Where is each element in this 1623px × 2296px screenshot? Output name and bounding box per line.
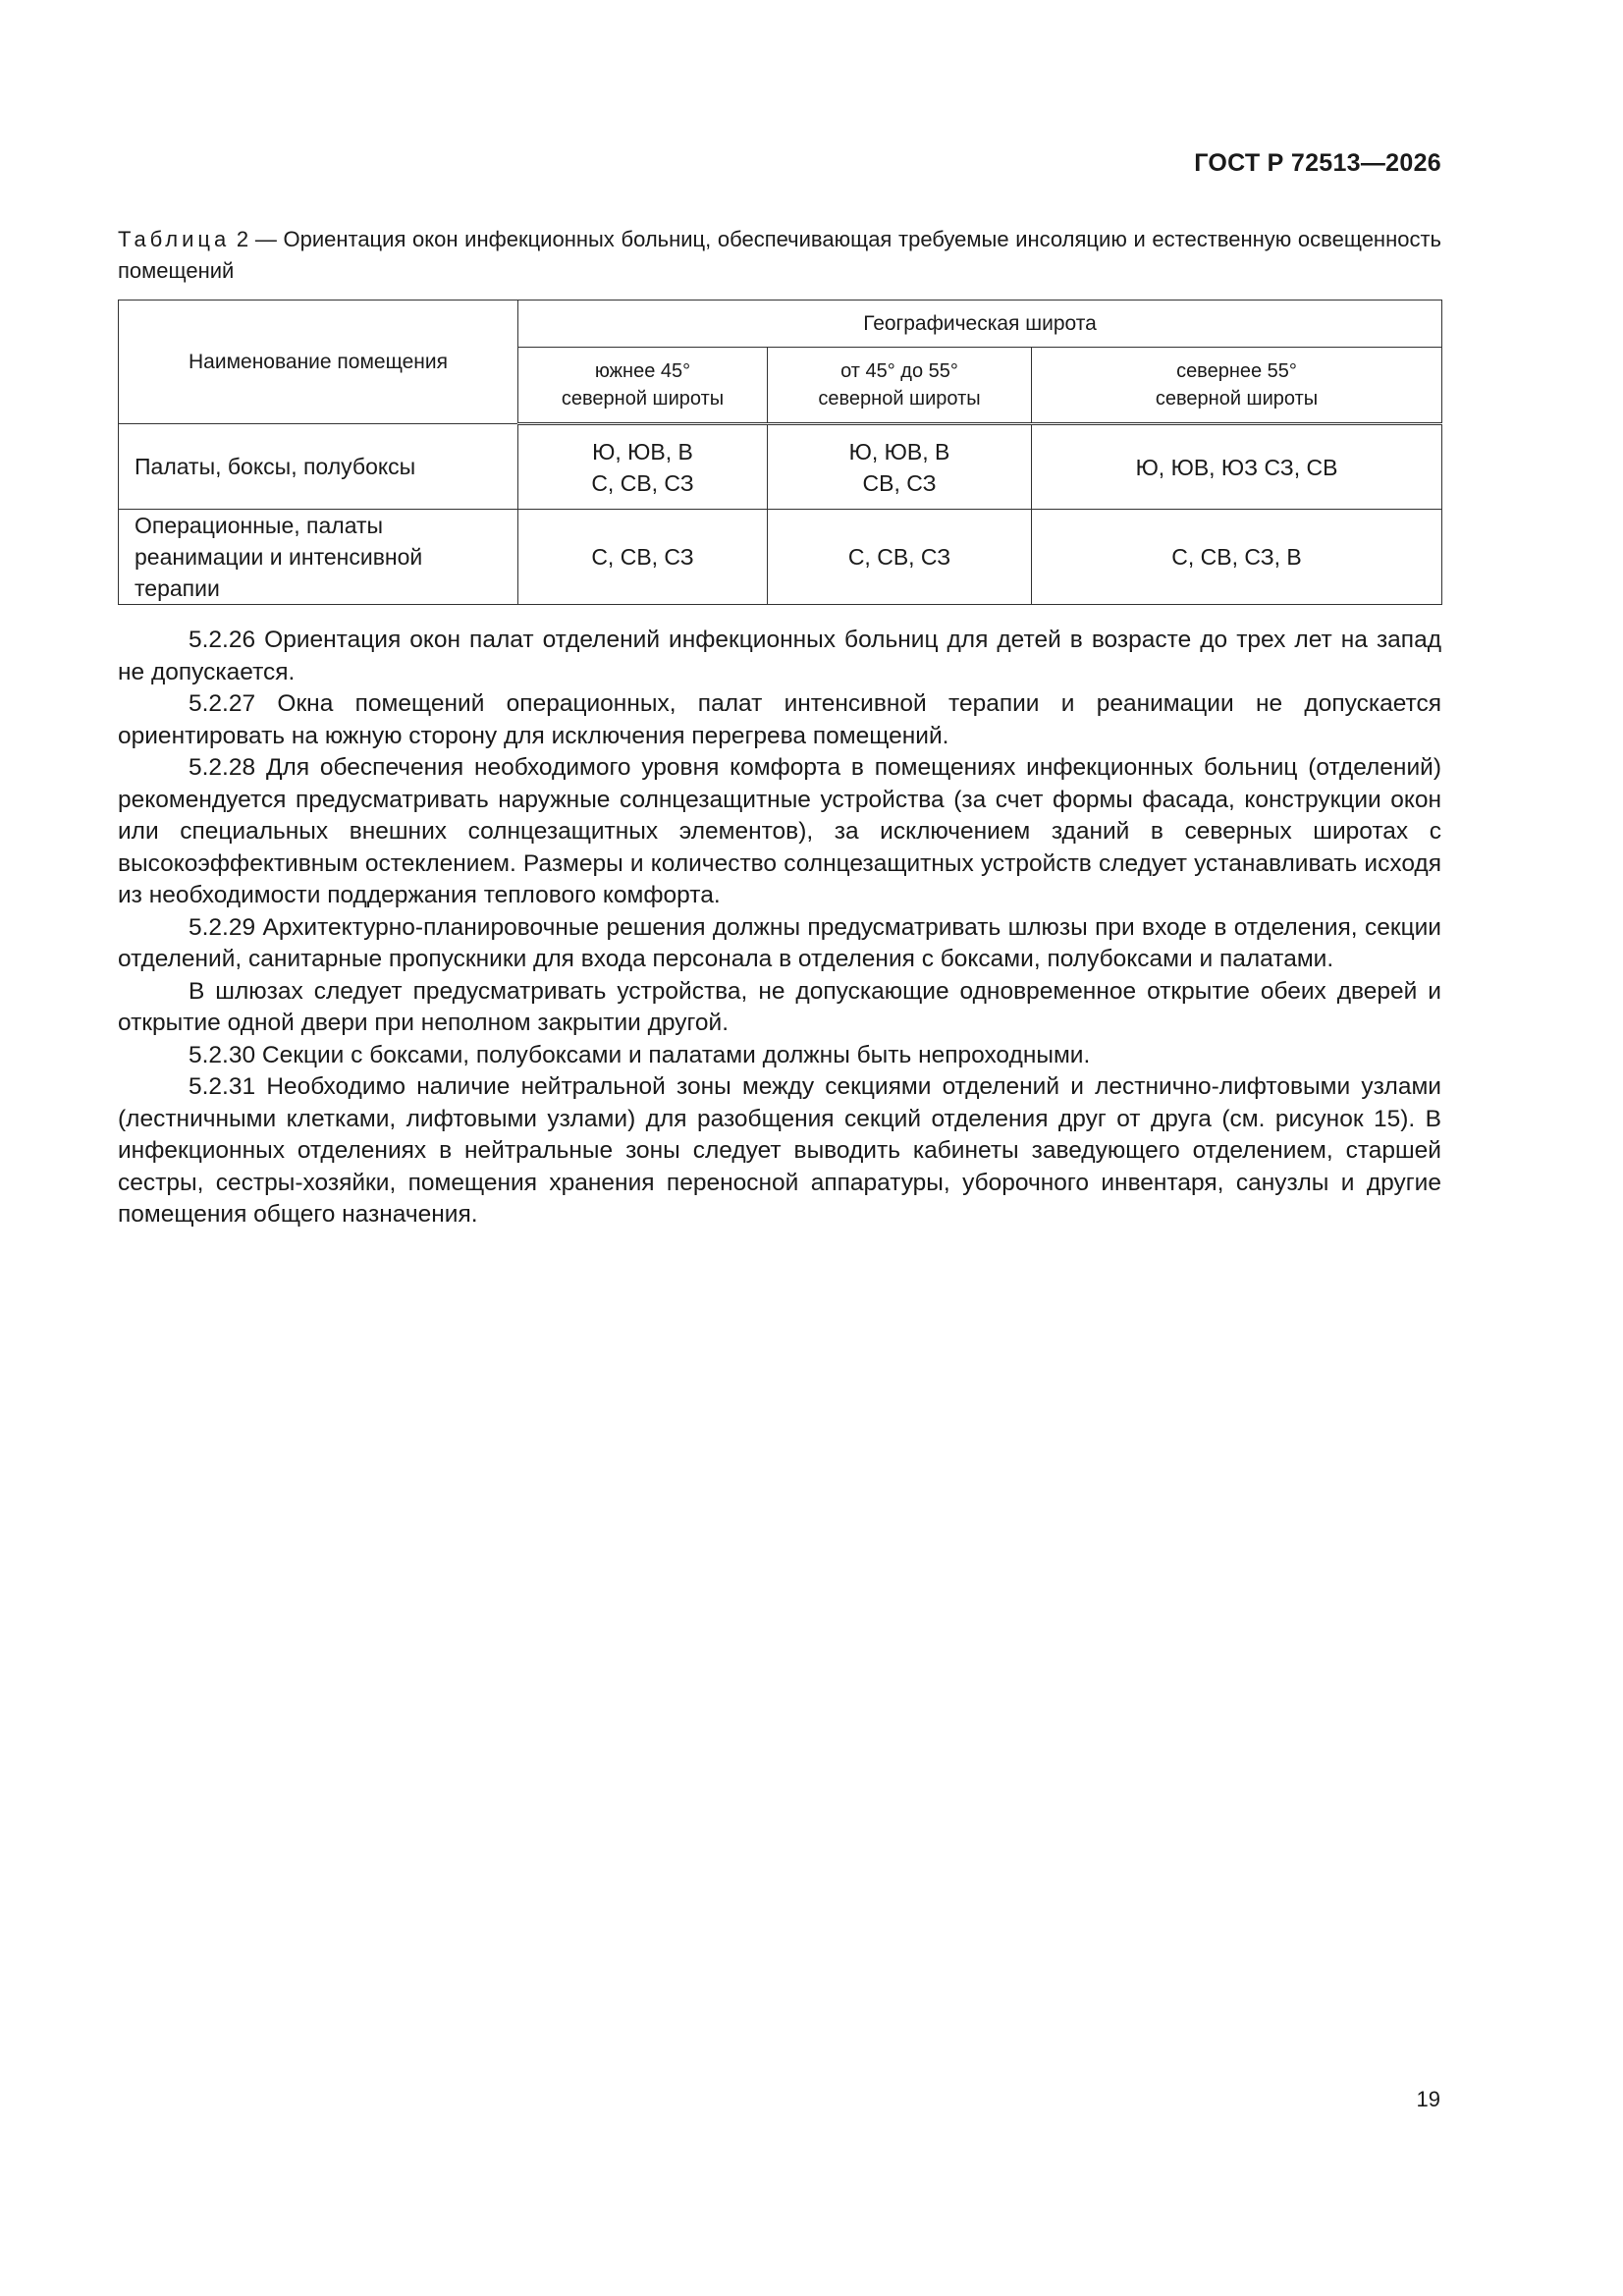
document-code: ГОСТ Р 72513—2026 [1194,149,1441,177]
value-cell: С, СВ, СЗ, В [1032,510,1442,605]
paragraph-5-2-29: 5.2.29 Архитектурно-планировочные решения должны предусматривать шлюзы при входе в отделения, секции отделений, санитарные пропускники для входа персонала в отделения с боксами, полубоксами и палатами. [118,913,1441,972]
paragraph-5-2-30: 5.2.30 Секции с боксами, полубоксами и палатами должны быть непроходными. [189,1041,1091,1068]
table-caption-text: 2 — Ориентация окон инфекционных больниц, обеспечивающая требуемые инсоляцию и естественную освещенность помещений [118,227,1441,283]
header-room-name: Наименование помещения [119,301,518,424]
header-latitude: Географическая широта [518,301,1442,348]
table-caption-label: Таблица [118,227,231,251]
paragraph-5-2-26: 5.2.26 Ориентация окон палат отделений инфекционных больниц для детей в возрасте до трех лет на запад не допускается. [118,627,1441,685]
table-row [119,424,1442,510]
value-cell: Ю, ЮВ, ЮЗ СЗ, СВ [1032,424,1442,510]
header-lat-north-55: севернее 55° северной широты [1032,348,1442,424]
paragraph-5-2-28: 5.2.28 Для обеспечения необходимого уровня комфорта в помещениях инфекционных больниц (отделений) рекомендуется предусматривать наружные солнцезащитные устройства (за счет формы фасада, конструкции окон или специальных внешних солнцезащитных элементов), за исключением зданий в северных широтах с высокоэффективным остеклением. Размеры и количество солнцезащитных устройств следует устанавливать исходя из необходимости поддержания теплового комфорта. [118,754,1441,908]
table-caption [118,224,1441,287]
value-cell: С, СВ, СЗ [518,510,768,605]
header-lat-45-55: от 45° до 55° северной широты [768,348,1032,424]
room-cell: Палаты, боксы, полубоксы [119,424,518,510]
page-number: 19 [1416,2087,1440,2111]
paragraph-5-2-27: 5.2.27 Окна помещений операционных, палат интенсивной терапии и реанимации не допускается ориентировать на южную сторону для исключения перегрева помещений. [118,690,1441,749]
value-cell: Ю, ЮВ, В С, СВ, СЗ [518,424,768,510]
paragraph-airlocks: В шлюзах следует предусматривать устройства, не допускающие одновременное открытие обеих дверей и открытие одной двери при неполном закрытии другой. [118,977,1441,1036]
table-row [119,510,1442,605]
room-cell: Операционные, палаты реанимации и интенсивной терапии [119,510,518,605]
value-cell: С, СВ, СЗ [768,510,1032,605]
value-cell: Ю, ЮВ, В СВ, СЗ [768,424,1032,510]
header-lat-south-45: южнее 45° северной широты [518,348,768,424]
body-text [118,625,1441,1231]
orientation-table [118,300,1442,605]
paragraph-5-2-31: 5.2.31 Необходимо наличие нейтральной зоны между секциями отделений и лестнично-лифтовыми узлами (лестничными клетками, лифтовыми узлами) для разобщения секций отделения друг от друга (см. рисунок 15). В инфекционных отделениях в нейтральные зоны следует выводить кабинеты заведующего отделением, старшей сестры, сестры-хозяйки, помещения хранения переносной аппаратуры, уборочного инвентаря, санузлы и другие помещения общего назначения. [118,1073,1441,1228]
